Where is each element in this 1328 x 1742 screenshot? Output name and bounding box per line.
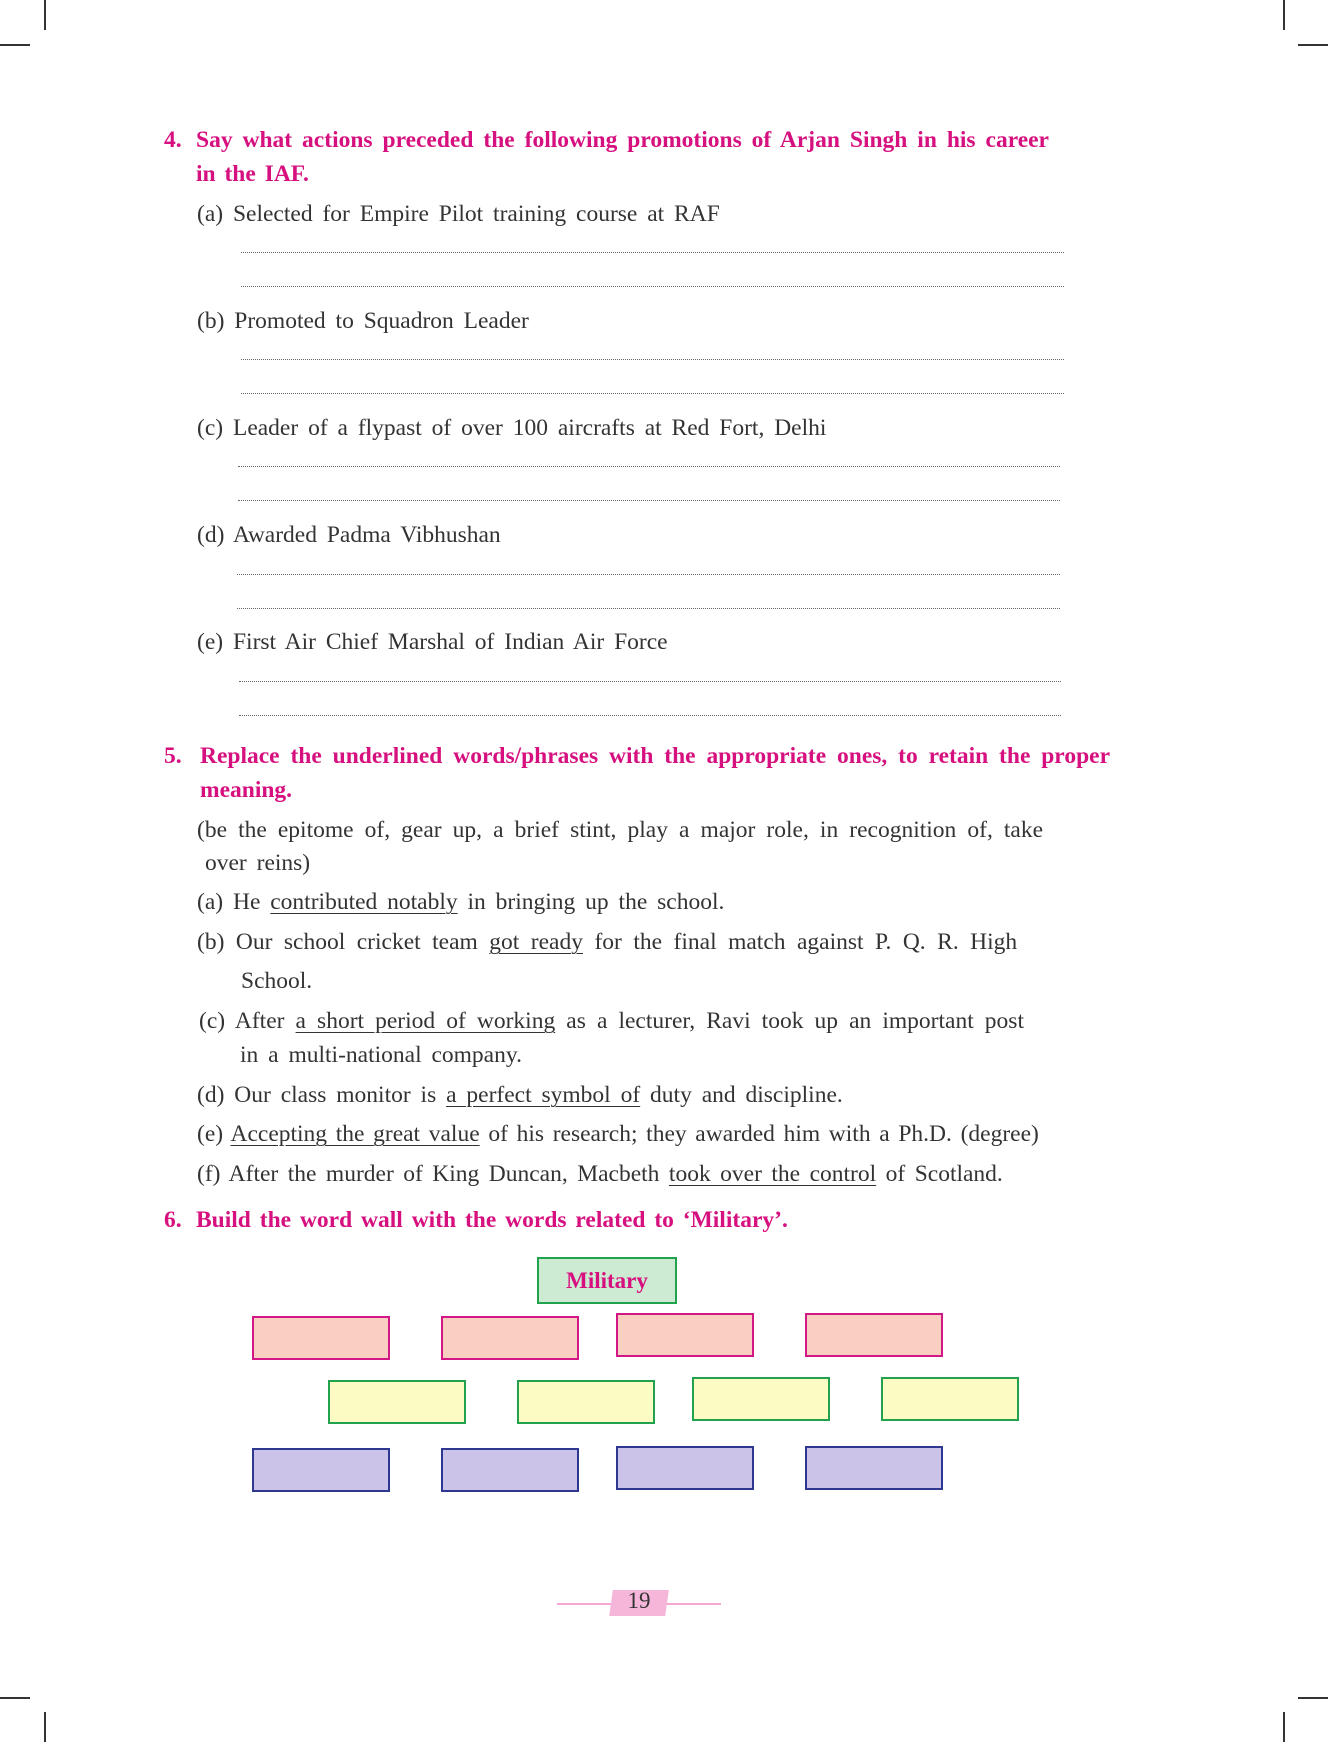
question-number: 5. <box>164 743 182 769</box>
item-text-pre: Our school cricket team <box>235 929 478 955</box>
q5-item-b-continued: School. <box>241 968 313 994</box>
q5-item-f <box>197 1157 1003 1191</box>
item-label: (d) <box>197 1082 225 1108</box>
answer-line[interactable] <box>241 286 1064 287</box>
question-6-heading <box>164 1203 1064 1237</box>
answer-line[interactable] <box>237 574 1060 575</box>
item-text-post: of Scotland. <box>885 1161 1003 1187</box>
item-text-post: for the final match against P. Q. R. High <box>594 929 1018 955</box>
answer-line[interactable] <box>239 715 1061 716</box>
q5-options-line-2: over reins) <box>205 850 311 876</box>
answer-line[interactable] <box>237 608 1060 609</box>
question-text: Replace the underlined words/phrases with the appropriate ones, to retain the proper meaning. <box>200 743 1110 803</box>
word-wall-brick[interactable] <box>252 1316 390 1360</box>
page-number-rule-right <box>663 1603 721 1605</box>
q5-item-b <box>197 925 1017 959</box>
underlined-phrase: got ready <box>489 929 583 955</box>
q5-item-d <box>197 1078 843 1112</box>
q5-item-a <box>197 885 724 919</box>
item-text: Promoted to Squadron Leader <box>234 308 529 334</box>
answer-line[interactable] <box>238 500 1060 501</box>
crop-mark <box>0 1697 30 1699</box>
crop-mark <box>1283 0 1285 30</box>
item-label: (f) <box>197 1161 221 1187</box>
q5-item-c <box>199 1004 1024 1038</box>
underlined-phrase: took over the control <box>668 1161 877 1187</box>
item-label: (b) <box>197 308 225 334</box>
q5-item-e <box>197 1117 1039 1151</box>
crop-mark <box>0 44 30 46</box>
q4-item-e <box>197 625 668 659</box>
word-wall-brick[interactable] <box>805 1446 943 1490</box>
crop-mark <box>1298 1697 1328 1699</box>
item-label: (a) <box>197 201 224 227</box>
item-text: Selected for Empire Pilot training course at RAF <box>232 201 720 227</box>
item-label: (c) <box>199 1008 226 1034</box>
word-wall-brick[interactable] <box>328 1380 466 1424</box>
word-wall-brick[interactable] <box>692 1377 830 1421</box>
q5-item-c-continued: in a multi-national company. <box>240 1042 522 1068</box>
answer-line[interactable] <box>241 252 1064 253</box>
answer-line[interactable] <box>238 466 1060 467</box>
underlined-phrase: a perfect symbol of <box>446 1082 641 1108</box>
item-text: Awarded Padma Vibhushan <box>233 522 501 548</box>
item-label: (c) <box>197 415 224 441</box>
question-number: 4. <box>164 127 182 153</box>
question-4-heading <box>164 123 1049 191</box>
item-text-pre: Our class monitor is <box>234 1082 437 1108</box>
item-label: (e) <box>197 629 224 655</box>
word-wall-brick[interactable] <box>881 1377 1019 1421</box>
answer-line[interactable] <box>241 359 1064 360</box>
item-text-pre: After <box>234 1008 285 1034</box>
q4-item-c <box>197 411 826 445</box>
answer-line[interactable] <box>239 681 1061 682</box>
item-text-post: as a lecturer, Ravi took up an important post <box>566 1008 1024 1034</box>
item-text-pre: After the murder of King Duncan, Macbeth <box>228 1161 660 1187</box>
word-wall-brick[interactable] <box>441 1316 579 1360</box>
word-wall-brick[interactable] <box>805 1313 943 1357</box>
word-wall-brick[interactable] <box>616 1446 754 1490</box>
item-text: Leader of a flypast of over 100 aircrafts at Red Fort, Delhi <box>232 415 827 441</box>
item-text-post: in bringing up the school. <box>467 889 725 915</box>
question-text: Say what actions preceded the following promotions of Arjan Singh in his career in the IAF. <box>196 127 1049 187</box>
word-wall-brick[interactable] <box>517 1380 655 1424</box>
crop-mark <box>1283 1712 1285 1742</box>
q5-options-line-1: (be the epitome of, gear up, a brief stint, play a major role, in recognition of, take <box>197 817 1044 843</box>
crop-mark <box>44 0 46 30</box>
q4-item-d <box>197 518 501 552</box>
question-number: 6. <box>164 1207 182 1233</box>
item-label: (d) <box>197 522 225 548</box>
item-text-post: of his research; they awarded him with a Ph.D. (degree) <box>488 1121 1039 1147</box>
item-text-post: duty and discipline. <box>650 1082 843 1108</box>
word-wall-brick[interactable] <box>616 1313 754 1357</box>
question-text: Build the word wall with the words related to ‘Military’. <box>196 1207 788 1233</box>
underlined-phrase: contributed notably <box>270 889 458 915</box>
page-number: 19 <box>627 1588 651 1613</box>
q4-item-a <box>197 197 720 231</box>
word-wall-center-word: Military <box>537 1257 677 1304</box>
crop-mark <box>44 1712 46 1742</box>
item-text: First Air Chief Marshal of Indian Air Force <box>232 629 668 655</box>
q4-item-b <box>197 304 529 338</box>
item-text-pre: He <box>232 889 261 915</box>
word-wall-brick[interactable] <box>441 1448 579 1492</box>
underlined-phrase: Accepting the great value <box>230 1121 480 1147</box>
crop-mark <box>1298 44 1328 46</box>
item-label: (a) <box>197 889 224 915</box>
answer-line[interactable] <box>241 393 1064 394</box>
item-label: (e) <box>197 1121 224 1147</box>
page-number-rule-left <box>557 1603 615 1605</box>
item-label: (b) <box>197 929 225 955</box>
word-wall-brick[interactable] <box>252 1448 390 1492</box>
question-5-heading <box>164 739 1110 807</box>
underlined-phrase: a short period of working <box>295 1008 556 1034</box>
